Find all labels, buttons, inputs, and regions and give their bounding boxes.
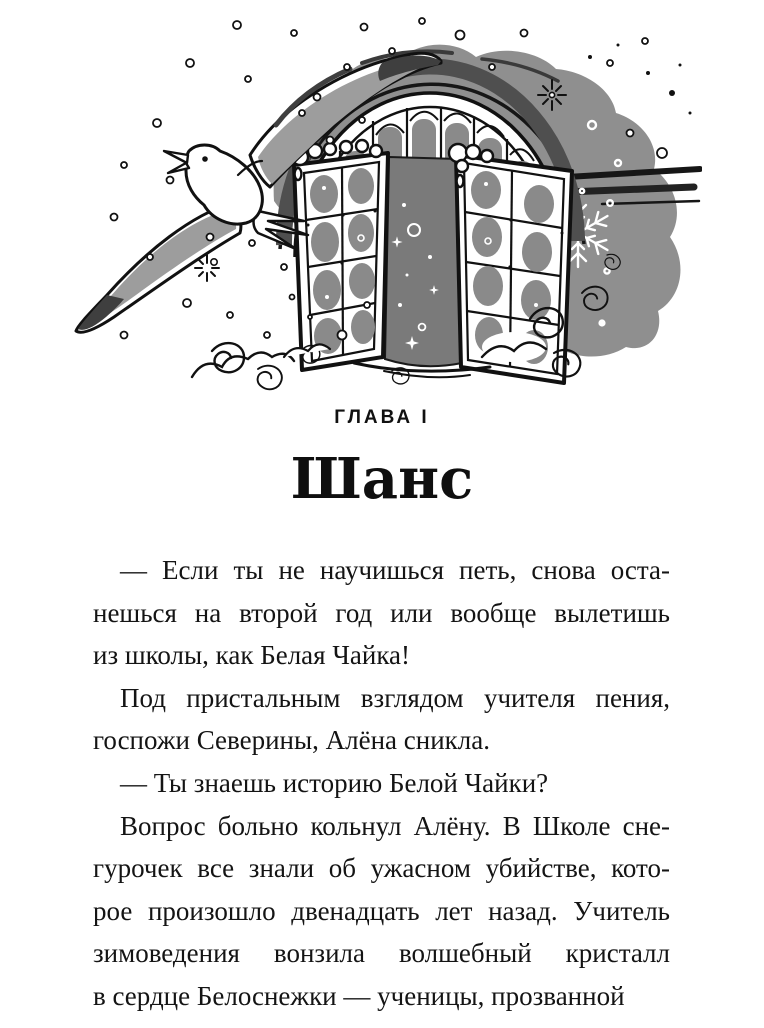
chapter-title: Шанс (290, 446, 474, 512)
text-line: в сердце Белоснежки — ученицы, прозванной (93, 980, 625, 1011)
text-line: Вопрос больно кольнул Алёну. В Школе сне- (120, 810, 670, 841)
seagull-beak (164, 151, 189, 173)
text-line: госпожи Северины, Алёна сникла. (93, 725, 490, 756)
text-line: рое произошло двенадцать лет назад. Учитель (93, 895, 670, 926)
text-line: из школы, как Белая Чайка! (93, 640, 410, 671)
chapter-label: ГЛАВА I (334, 407, 430, 428)
text-line: гурочек все знали об ужасном убийстве, кото- (93, 853, 670, 884)
body-text (93, 549, 670, 1018)
text-line: Под пристальным взглядом учителя пения, (120, 682, 670, 713)
winter-window-seagull-drawing (62, 5, 702, 395)
text-line: зимоведения вонзила волшебный кристалл (93, 938, 670, 969)
seagull-eye (202, 156, 208, 162)
chapter-illustration (62, 5, 702, 395)
text-line: — Если ты не научишься петь, снова оста- (120, 555, 670, 585)
text-line: нешься на второй год или вообще вылетишь (93, 597, 670, 628)
night-doorway-opening (385, 157, 462, 366)
text-line: — Ты знаешь историю Белой Чайки? (120, 767, 549, 798)
